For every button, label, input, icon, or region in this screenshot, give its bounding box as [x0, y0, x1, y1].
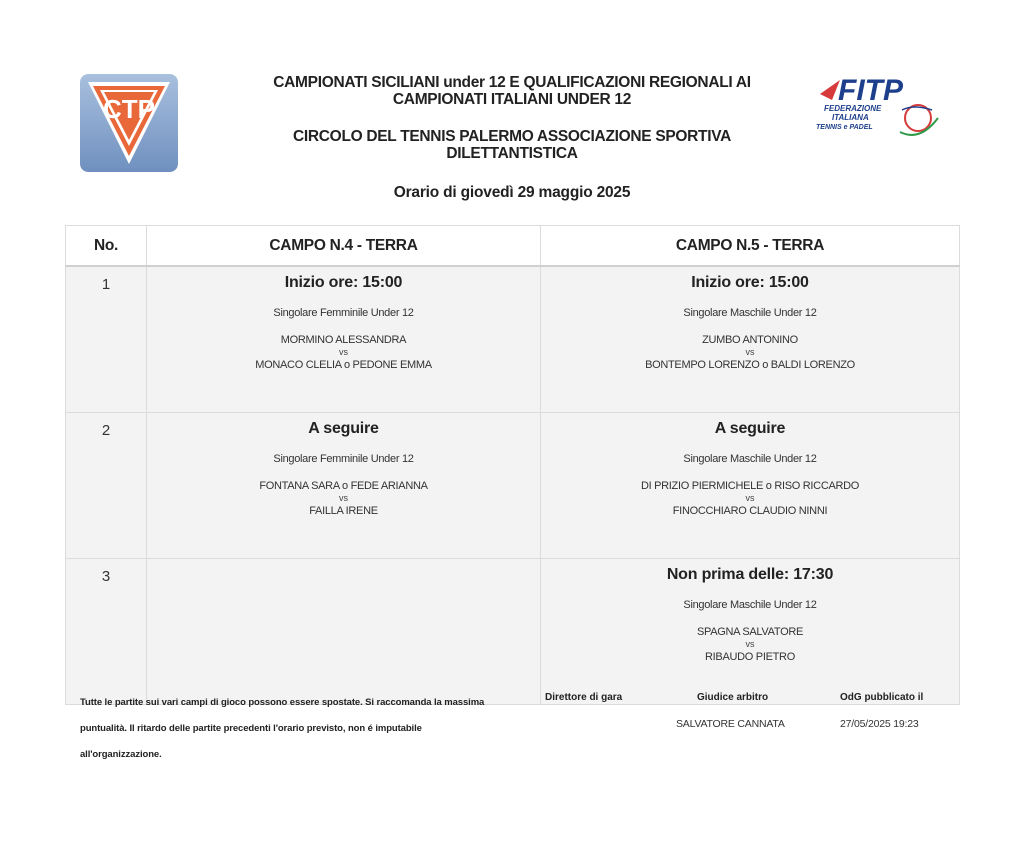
ctp-logo-icon — [80, 74, 178, 172]
fitp-logo-main: FITP — [838, 74, 903, 107]
championship-title: CAMPIONATI SICILIANI under 12 E QUALIFICAZIONI REGIONALI AI CAMPIONATI ITALIANI UNDER 12 — [273, 74, 751, 108]
versus: vs — [745, 347, 755, 357]
table-row — [66, 413, 960, 559]
player-1: MORMINO ALESSANDRA — [280, 334, 407, 346]
match-time: Non prima delle: 17:30 — [666, 566, 834, 583]
ctp-logo-letters: CTP — [103, 94, 155, 124]
versus: vs — [745, 639, 755, 649]
row-number: 1 — [66, 266, 147, 413]
match-cell — [541, 559, 960, 705]
match-time: A seguire — [308, 420, 379, 437]
schedule-table — [65, 225, 960, 705]
match-time: Inizio ore: 15:00 — [284, 274, 403, 291]
referee-value: SALVATORE CANNATA — [676, 718, 785, 730]
fitp-logo-sub-2: ITALIANA — [832, 113, 869, 122]
row-number: 3 — [66, 559, 147, 705]
match-category: Singolare Femminile Under 12 — [273, 453, 414, 465]
versus: vs — [339, 493, 348, 503]
match-category: Singolare Maschile Under 12 — [683, 599, 817, 611]
header-court-5: CAMPO N.5 - TERRA — [541, 226, 960, 267]
published-label: OdG pubblicato il — [840, 692, 924, 703]
ctp-logo — [80, 74, 178, 172]
referee-label: Giudice arbitro — [697, 692, 769, 703]
player-2: BONTEMPO LORENZO o BALDI LORENZO — [645, 359, 855, 371]
match-time: A seguire — [714, 420, 786, 437]
match-time: Inizio ore: 15:00 — [691, 274, 809, 291]
match-cell — [541, 266, 960, 413]
fitp-logo-sub-3: TENNIS e PADEL — [816, 124, 873, 131]
match-category: Singolare Maschile Under 12 — [683, 453, 817, 465]
club-name: CIRCOLO DEL TENNIS PALERMO ASSOCIAZIONE SPORTIVA DILETTANTISTICA — [293, 128, 731, 162]
fitp-logo-icon — [810, 70, 944, 142]
player-2: FINOCCHIARO CLAUDIO NINNI — [672, 505, 828, 517]
table-header-row — [66, 226, 960, 267]
schedule-date: Orario di giovedì 29 maggio 2025 — [393, 184, 631, 201]
match-cell — [147, 413, 541, 559]
row-number: 2 — [66, 413, 147, 559]
header-court-4: CAMPO N.4 - TERRA — [147, 226, 541, 267]
table-row — [66, 266, 960, 413]
footer-note: Tutte le partite sui vari campi di gioco possono essere spostate. Si raccomanda la massima puntualità. Il ritardo delle partite precedenti l'orario previsto, non é imputabile all'organizzazione. — [80, 697, 485, 760]
player-2: MONACO CLELIA o PEDONE EMMA — [255, 359, 432, 371]
player-1: SPAGNA SALVATORE — [696, 626, 804, 638]
player-1: DI PRIZIO PIERMICHELE o RISO RICCARDO — [640, 480, 860, 492]
versus: vs — [339, 347, 348, 357]
document-header — [230, 74, 794, 202]
published-value: 27/05/2025 19:23 — [840, 718, 919, 730]
player-2: FAILLA IRENE — [309, 505, 378, 517]
fitp-logo-sub-1: FEDERAZIONE — [824, 104, 882, 113]
match-cell — [147, 266, 541, 413]
match-category: Singolare Femminile Under 12 — [273, 307, 414, 319]
table-row — [66, 559, 960, 705]
player-2: RIBAUDO PIETRO — [705, 651, 795, 663]
versus: vs — [745, 493, 755, 503]
fitp-logo — [810, 70, 944, 142]
header-no: No. — [66, 226, 147, 267]
match-cell-empty — [147, 559, 541, 705]
player-1: FONTANA SARA o FEDE ARIANNA — [259, 480, 428, 492]
match-category: Singolare Maschile Under 12 — [683, 307, 817, 319]
player-1: ZUMBO ANTONINO — [702, 334, 798, 346]
director-label: Direttore di gara — [545, 692, 623, 703]
match-cell — [541, 413, 960, 559]
